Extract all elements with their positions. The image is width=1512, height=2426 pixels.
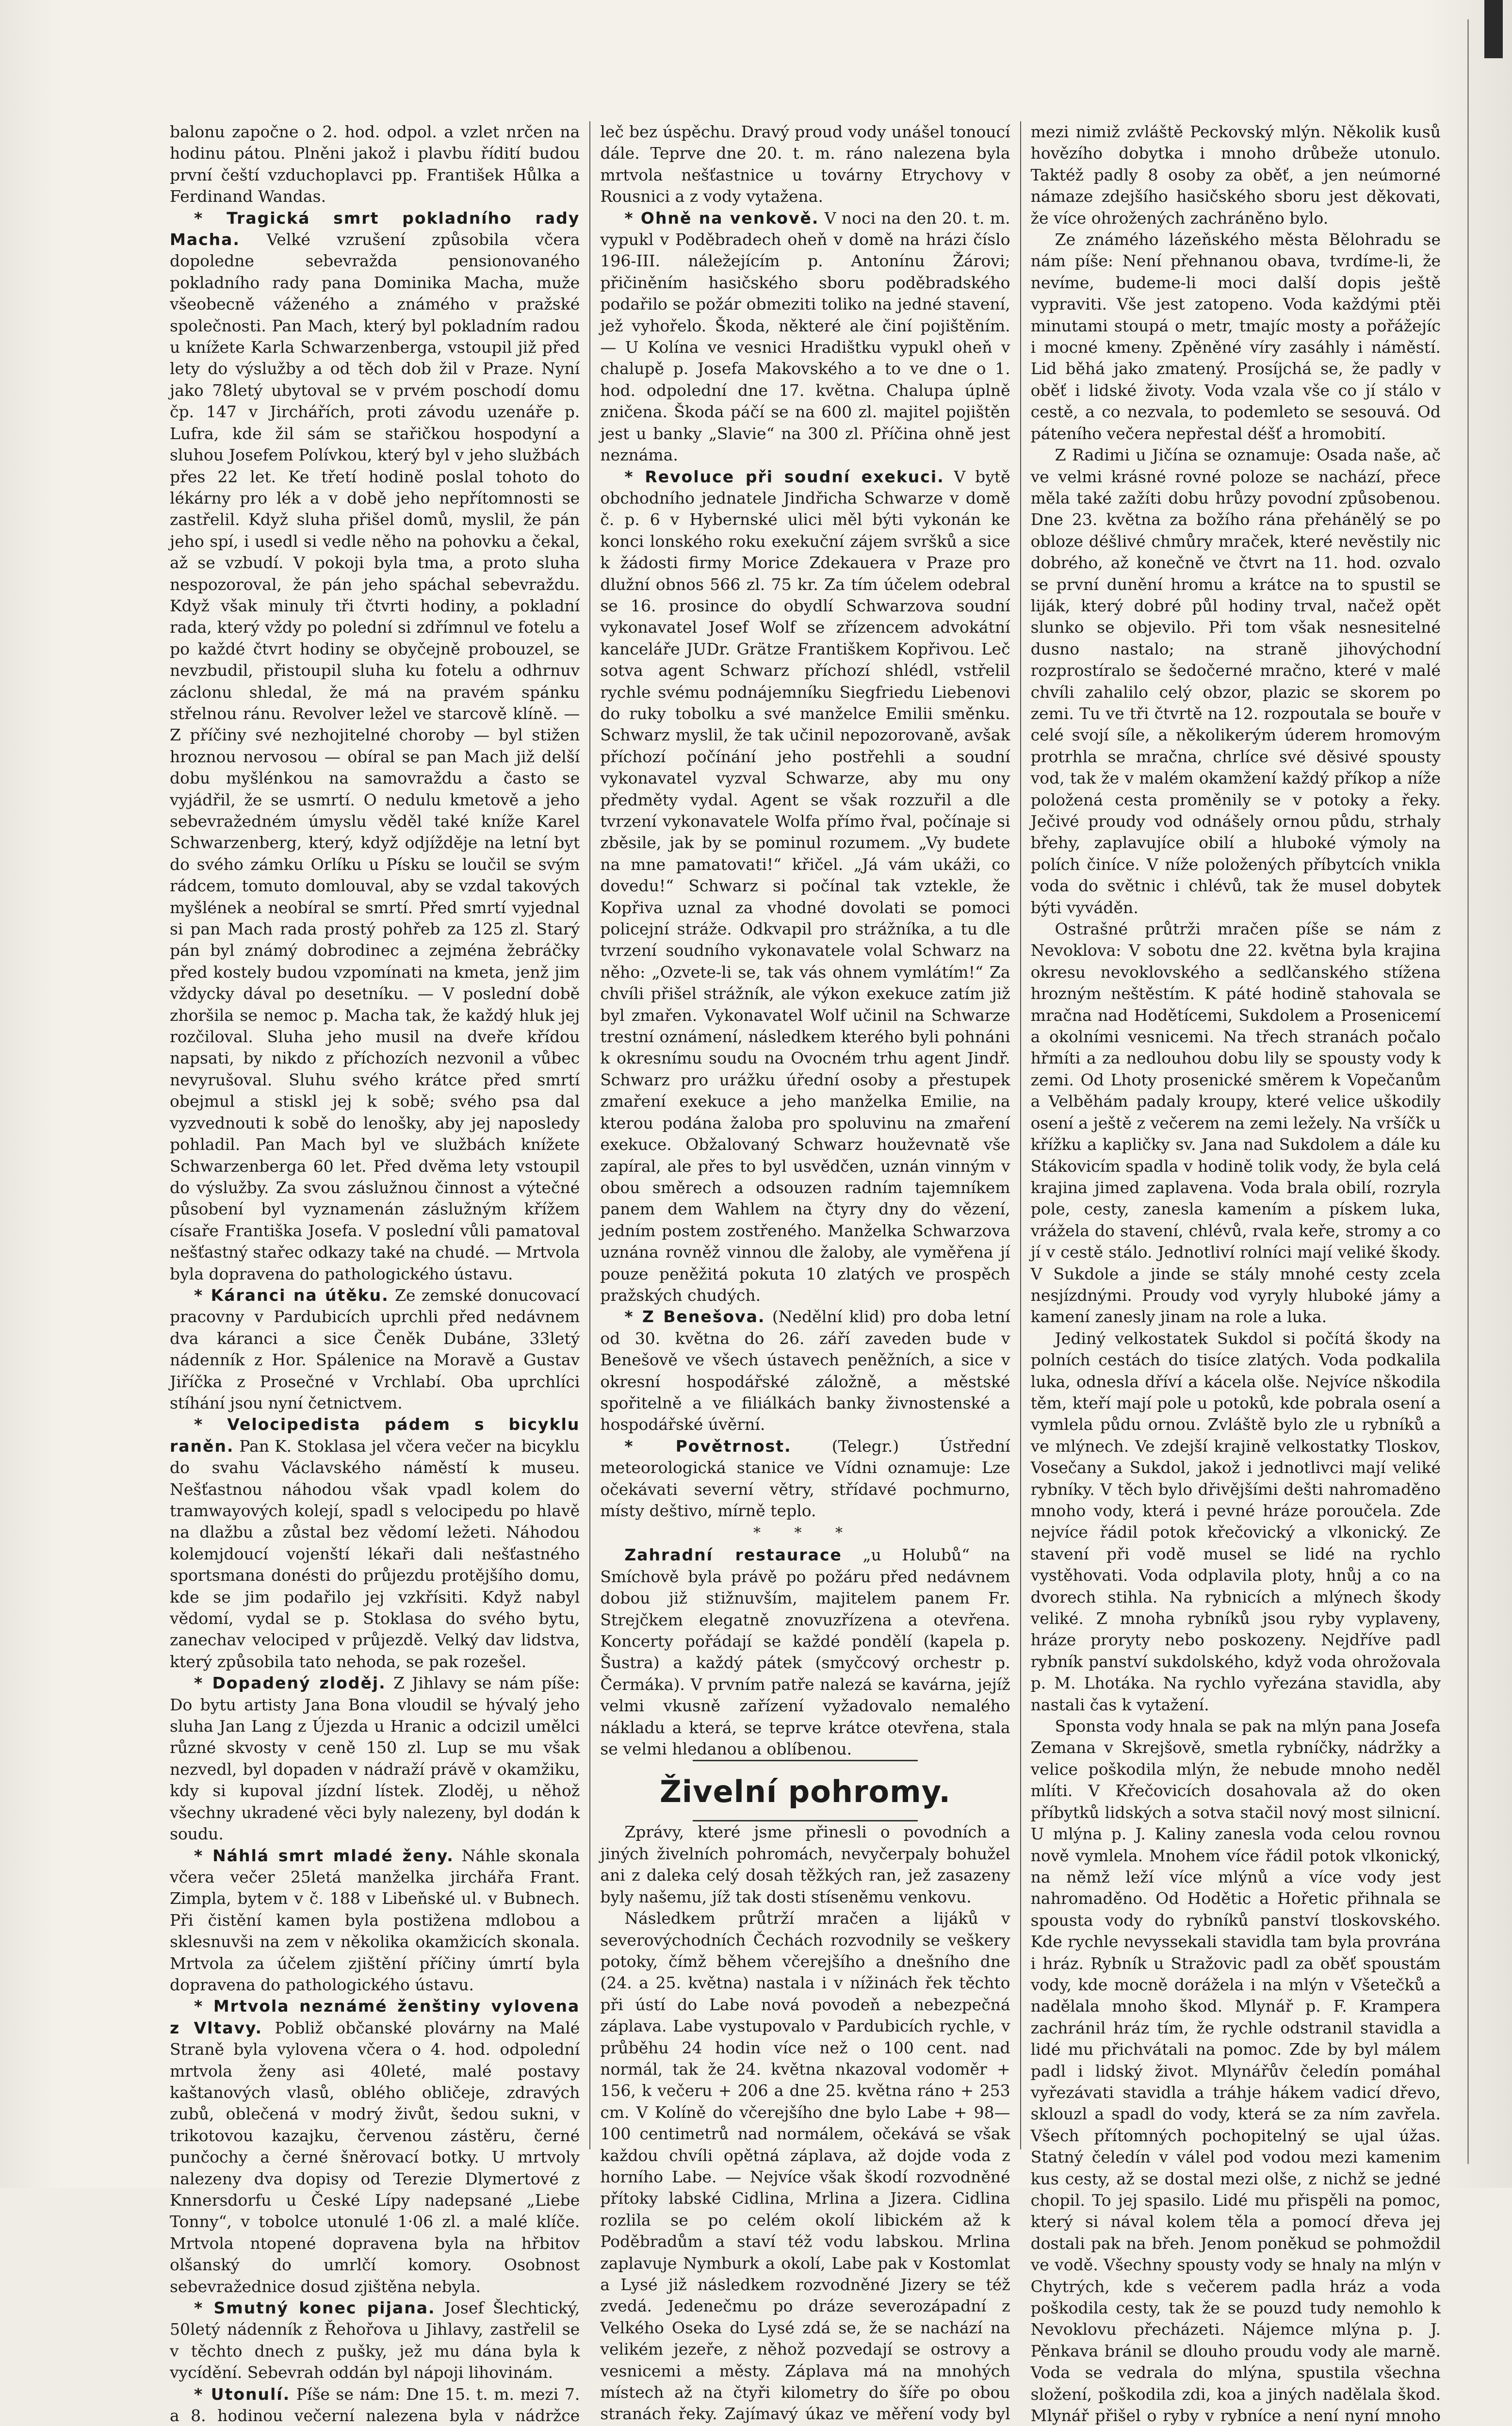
article-headline: * Smutný konec pijana. <box>194 2298 436 2318</box>
article-headline: * Náhlá smrt mladé ženy. <box>194 1846 454 1865</box>
article-paragraph: Ze známého lázeňského města Bělohradu se nám píše: Není přehnanou obava, tvrdíme-li, že nevíme, budeme-li moci další dopis ještě vypraviti. Vše jest zatopeno. Voda každými ptěi minutami stoupá o metr, tmajíc mosty a pořážejíc i mocné kmeny. Zpěněné víry zasáhly i náměstí. Lid běhá jako zmatený. Prosíjchá se, že padly v oběť i lidské životy. Voda vzala vše co jí stálo v cestě, a co nezvala, to podemleto se sesouvá. Od páteního večera nepřestal déšť a hromobití. <box>1030 230 1441 443</box>
article-headline: * Povětrnost. <box>624 1436 792 1456</box>
article-paragraph: leč bez úspěchu. Dravý proud vody unášel tonoucí dále. Teprve dne 20. t. m. ráno nalezena byla mrtvola nešťastnice u továrny Etrychovy v Rousnici a z vody vytažena. <box>600 122 1010 206</box>
article-paragraph <box>170 2297 580 2384</box>
article-headline: * Velocipedista pádem s bicyklu raněn. <box>170 1415 580 1456</box>
advertisement-body: „u Holubů“ na Smíchově byla právě po požáru před nedávnem dobou již stižnuvším, majitelem panem Fr. Strejčkem elegatně znovuzřízena a otevřena. Koncerty pořádají se každé pondělí (kapela p. Šustra) a každý pátek (smyčcový orchestr p. Čermáka). V prvním patře nalezá se kavárna, jejíž velmi vkusně zařízení vyžadovalo nemalého nákladu a která, se teprve krátce otevřena, stala se velmi hledanou a oblíbenou. <box>600 1545 1010 1759</box>
article-body: V noci na den 20. t. m. vypukl v Poděbradech oheň v domě na hrázi číslo 196-III. náležejícím p. Antonínu Žárovi; přičiněním hasičského sboru poděbradského podařilo se požár obmeziti toliko na jedné stavení, jež vyhořelo. Škoda, některé ale činí pojištěním. — U Kolína ve vesnici Hradištku vypukl oheň v chalupě p. Josefa Makovského a to ve dne o 1. hod. odpolední dne 17. května. Chalupa úplně zničena. Škoda páčí se na 600 zl. majitel pojištěn jest u banky „Slavie“ na 300 zl. Příčina ohně jest neznáma. <box>600 208 1010 465</box>
article-body: V bytě obchodního jednatele Jindřicha Schwarze v domě č. p. 6 v Hybernské ulici měl býti vykonán ke konci lonského roku exekuční zájem svršků a sice k žádosti firmy Morice Zdekauera v Praze pro dlužní obnos 566 zl. 75 kr. Za tím účelem odebral se 16. prosince do obydlí Schwarzova soudní vykonavatel Josef Wolf se zřízencem advokátní kanceláře JUDr. Grätze Františkem Kopřivou. Leč sotva agent Schwarz příchozí shlédl, vstřelil rychle svému podnájemníku Siegfriedu Liebenovi do ruky tobolku a své manželce Emilii směnku. Schwarz myslil, že tak učinil nepozorovaně, avšak příchozí počínání jeho postřehli a soudní vykonavatel vyzval Schwarze, aby mu ony předměty vydal. Agent se však rozzuřil a dle tvrzení vykonavatele Wolfa přímo řval, počínaje si zběsile, jak by se pominul rozumem. „Vy budete na mne pamatovati!“ křičel. „Já vám ukáži, co dovedu!“ Schwarz si počínal tak vztekle, že Kopřiva uznal za vhodné dovolati se pomoci policejní stráže. Odkvapil pro strážníka, a tu dle tvrzení soudního vykonavatele volal Schwarz na něho: „Ozvete-li se, tak vás ohnem vymlátím!“ Za chvíli přišel strážník, ale výkon exekuce zatím již byl zmařen. Vykonavatel Wolf učinil na Schwarze trestní oznámení, následkem kterého byli pohnáni k okresnímu soudu na Ovocném trhu agent Jindř. Schwarz pro urážku úřední osoby a přestupek zmaření exekuce a jeho manželka Emilie, na kterou podána žaloba pro spoluvinu na zmaření exekuce. Obžalovaný Schwarz houževnatě vše zapíral, ale přes to byl usvědčen, uznán vinným v obou směrech a odsouzen radním tajemníkem panem dem Wahlem na čtyry dny do vězení, jedním postem zostřeného. Manželka Schwarzova uznána rovněž vinnou dle žaloby, ale vyměřena jí pouze peněžitá pokuta 10 zlatých ve prospěch pražských chudých. <box>600 467 1010 1305</box>
article-paragraph: Ostrašné průtrži mračen píše se nám z Nevoklova: V sobotu dne 22. května byla krajina okresu nevoklovského a sedlčanského stížena hrozným neštěstím. K páté hodině stahovala se mračna nad Hodětícemi, Sukdolem a Prosenicemí a okolními vesnicemi. Na třech stranách počalo hřmíti a za nedlouhou dobu lily se spousty vody k zemi. Od Lhoty prosenické směrem k Vopečanům a Velběhám padaly kroupy, které velice uškodily osení a ještě z večerem na zemi ležely. Na vršíčk u křížku a kapličky sv. Jana nad Sukdolem a dále ku Stákovicím spadla v hodině tolik vody, že byla celá krajina jimed zaplavena. Voda brala obilí, rozryla pole, cesty, zanesla kamením a pískem luka, vrážela do stavení, chlévů, rvala keře, stromy a co jí v cestě stálo. Jednotliví rolníci mají veliké škody. V Sukdole a jinde se stály mnohé cesty zcela nesjízdnými. Proudy vod vyryly hluboké jámy a kamení zanesly jinam na role a luka. <box>1030 919 1441 1327</box>
article-paragraph <box>170 1996 580 2297</box>
article-paragraph <box>170 208 580 1285</box>
article-paragraph <box>600 208 1010 466</box>
column-1 <box>170 121 580 2426</box>
article-paragraph: Sponsta vody hnala se pak na mlýn pana Josefa Zemana v Skrejšově, smetla rybníčky, nádržky a velice poškodila mlýn, že nebude mnoho neděl mlíti. V Křečovicích dosahovala až do oken příbytků lidských a sotva stačil nový most silnicní. U mlýna p. J. Kaliny zanesla voda celou rovnou nově vymlela. Mnohem více řádil potok vlkonický, na němž leží více mlýnů a více vody jest nahromaděno. Od Hodětic a Hořetic přihnala se spousta vody do rybníků panství tloskovského. Kde rychle nevyssekali stavidla tam byla provrána i hráz. Rybník u Stražovic padl za oběť spoustám vody, kde mocně dorážela i na mlýn v Všetečků a nadělala mnoho škod. Mlynář p. F. Krampera zachránil hráz tím, že rychle odstranil stavidla a lidé mu přichvátali na pomoc. Zde by byl málem padl i lidský život. Mlynářův čeledín pomáhal vyřezávati stavidla a tráhje hákem vadicí dřevo, sklouzl a spadl do vody, která se za ním zavřela. Všech přítomných pochopitelný se ujal úžas. Statný čeledín v válel pod vodou mezi kamenim kus cesty, až se dostal mezi olše, z nichž se jedné chopil. To jej spasilo. Lidé mu přispěli na pomoc, který si nával kolem těla a pomocí dřeva jej dostali pak na břeh. Jenom poněkud se pohmoždil ve vodě. Všechny spousty vody se hnaly na mlýn v Chytrých, kde s večerem padla hráz a voda poškodila cesty, tak že se pouzd tudy nemohlo k Nevoklovu přecházeti. Nájemce mlýna p. J. Pěnkava bránil se dlouho proudu vody ale marně. Voda se vedrala do mlýna, spustila všechna složení, poškodila zdi, koa a jiných nadělala škod. Mlynář přišel o ryby v rybníce a není nyní mnoho <box>1030 1717 1441 2426</box>
article-paragraph: mezi nimiž zvláště Peckovský mlýn. Několik kusů hovězího dobytka i mnoho drůbeže utonulo. Taktéž padly 8 osoby za oběť, a jen neúmorné námaze zdejšího hasičského sboru jest děkovati, že více ohrožených zachráněno bylo. <box>1030 122 1441 228</box>
article-headline: * Dopadený zloděj. <box>194 1673 386 1693</box>
article-paragraph <box>600 1436 1010 1522</box>
article-headline: * Káranci na útěku. <box>194 1285 389 1305</box>
page-corner-mark <box>1484 0 1503 58</box>
article-paragraph <box>170 1845 580 1996</box>
article-paragraph: Následkem průtrží mračen a lijáků v severovýchodních Čechách rozvodnily se veškery potoky, čímž během včerejšího a dnešního dne (24. a 25. května) nastala i v nížinách řek těchto při ústí do Labe nová povodeň a nebezpečná záplava. Labe vystupovalo v Pardubicích rychle, v průběhu 24 hodin více než o 100 cent. nad normál, tak že 24. května nkazoval vodoměr + 156, k večeru + 206 a dne 25. května ráno + 253 cm. V Kolíně do včerejšího dne bylo Labe + 98—100 centimetrů nad normálem, očekává se však každou chvíli opětná záplava, až dojde voda z horního Labe. — Nejvíce však škodí rozvodněné přítoky labské Cidlina, Mrlina a Jizera. Cidlina rozlila se po celém okolí libickém až k Poděbradům a staví též vodu labskou. Mrlina zaplavuje Nymburk a okolí, Labe pak v Kostomlat a Lysé již následkem rozvodněné Jizery se též zvedá. Jedenečmu po dráze severozápadní z Velkého Oseka do Lysé zdá se, že se nachází na velikém jezeře, z něhož pozvedají se ostrovy a vesnicemi a městy. Záplava má na mnohých místech až na čtyři kilometry do šíře po obou stranách řeky. Zajímavý úkaz ve měření vody byl <box>600 1909 1010 2424</box>
article-paragraph: Jediný velkostatek Sukdol si počítá škody na polních cestách do tisíce zlatých. Voda podkalila luka, odnesla dříví a kácela olše. Nejvíce nškodila těm, kteří mají pole u potoků, kde pobrala osení a vymlela půdu ornou. Zvláště bylo zle u rybníků a ve mlýnech. Ve zdejší krajině velkostatky Tloskov, Vosečany a Sukdol, jakož i jednotlivci mají veliké rybníky. V těch bylo dřivějšími dešti nahromaděno mnoho vody, která i pevné hráze poroučela. Zde nejvíce řádil potok křečovický a vlkonický. Ze stavení při vodě musel se lidé na rychlo vystěhovati. Voda odplavila ploty, hnůj a co na dvorech stihla. Na rybnicích a mlýnech škody veliké. Z mnoha rybníků jsou ryby vyplaveny, hráze proryty nebo poskozeny. Nejdříve padl rybník panství sukdolského, když voda ohrožovala p. M. Lhotáka. Na rychlo vyřezána stavidla, aby nastali čas k vytažení. <box>1030 1328 1441 1714</box>
article-paragraph: balonu započne o 2. hod. odpol. a vzlet nrčen na hodinu pátou. Plněni jakož i plavbu řídití budou první čeští vzduchoplavci pp. František Hůlka a Ferdinand Wandas. <box>170 122 580 206</box>
article-body: (Nedělní klid) pro doba letní od 30. května do 26. září zaveden bude v Benešově ve všech ústavech peněžních, a sice v okresní hospodářské záložně, a městské spořitelně a ve filiálkách banky živnostenské a hospodářské úvěrní. <box>600 1307 1010 1434</box>
article-paragraph <box>170 2384 580 2426</box>
article-body: Josef Šlechtický, 50letý nádenník z Řehořova u Jihlavy, zastřelil se v těchto dnech z pušky, jež mu dána byla k vycídění. Sebevrah oddán byl nápoji lihovinám. <box>170 2298 580 2382</box>
column-2 <box>600 121 1010 2424</box>
section-title: Živelní pohromy. <box>659 1774 951 1810</box>
article-headline: * Utonulí. <box>194 2384 291 2404</box>
article-columns <box>170 121 1441 2426</box>
article-paragraph <box>600 1306 1010 1435</box>
article-headline: * Mrtvola neznámé ženštiny vylovena z Vltavy. <box>170 1997 580 2037</box>
article-body: Pan K. Stoklasa jel včera večer na bicyklu do svahu Václavského náměstí k museu. Nešťastnou náhodou však vpadl kolem do tramwayových kolejí, spadl s velocipedu po hlavě na dlažbu a zůstal bez vědomí ležeti. Náhodou kolemjdoucí vojenští lékaři dali nešťastného sportsmana donésti do průjezdu protějšího domu, kde se jim podařilo jej vzkřísiti. Když nabyl vědomí, vydal se p. Stoklasa do svého bytu, zanechav velociped v průjezdě. Velký dav lidstva, který způsobila tato nehoda, se pak rozešel. <box>170 1436 580 1671</box>
article-paragraph <box>170 1285 580 1414</box>
article-body: Píše se nám: Dne 15. t. m. mezi 7. a 8. hodinou večerní nalezena byla v nádržce <box>170 2384 580 2426</box>
article-body: Ze zemské donucovací pracovny v Pardubicích uprchli před nedávnem dva káranci a sice Čeněk Dubáne, 33letý nádenník z Hor. Spálenice na Moravě a Gustav Jiříčka z Prosečné v Vrchlabí. Oba uprchlíci stíhání jsou nyní četnictvem. <box>170 1285 580 1412</box>
article-headline: * Ohně na venkově. <box>624 208 819 228</box>
article-body: Pobliž občanské plovárny na Malé Straně byla vylovena včera o 4. hod. odpolední mrtvola ženy asi 40leté, malé postavy kaštanových vlasů, oblého obličeje, zdravých zubů, oblečená v modrý živůt, šedou sukni, v trikotovou kazajku, červenou zástěru, černé punčochy a černé šněrovací botky. U mrtvoly nalezeny dva dopisy od Terezie Dlymertové z Knnersdorfu u České Lípy nadepsané „Liebe Tonny“, v tobolce utonulé 1·06 zl. a malé klíče. Mrtvola ntopené dopravena byla na hřbitov olšanský do umrlčí komory. Osobnost sebevražednice dosud zjištěna nebyla. <box>170 2018 580 2296</box>
article-body: Náhle skonala včera večer 25letá manželka jirchářa Frant. Zimpla, bytem v č. 188 v Libeňské ul. v Bubnech. Při čistění kamen byla postižena mdlobou a sklesnuvši na zem v několika okamžicích skonala. Mrtvola za účelem zjištění příčiny úmrtí byla dopravena do pathologického ústavu. <box>170 1846 580 1994</box>
section-rule <box>693 1760 918 1761</box>
article-paragraph <box>170 1672 580 1845</box>
article-body: Z Jihlavy se nám píše: Do bytu artisty Jana Bona vloudil se hývalý jeho sluha Jan Lang z Újezda u Hranic a odcizil umělci různé skvosty v ceně 150 zl. Lup se mu však nezvedl, byl dopaden v nádraží právě v okamžiku, kdy si kupoval jízdní lístek. Zloděj, u něhož všechny ukradené věci byly nalezeny, byl dodán k soudu. <box>170 1673 580 1844</box>
article-headline: * Z Benešova. <box>624 1307 765 1327</box>
article-paragraph: Z Radimi u Jičína se oznamuje: Osada naše, ač ve velmi krásné rovné poloze se nachází, přece měla také zažíti dobu hrůzy povodní způsobenou. Dne 23. května za božího rána přehánělý se po obloze déšlivé chmůry mraček, které nevěstily nic dobrého, až konečně ve čtvrt na 11. hod. ozvalo se první dunění hromu a krátce na to spustil se liják, který dobré půl hodiny trval, načež opět slunko se objevilo. Při tom však nesnesitelné dusno nastalo; na straně jihovýchodní rozprostíralo se šedočerné mračno, které v malé chvíli zahalilo celý obzor, plazic se skorem po zemi. Tu ve tři čtvrtě na 12. rozpoutala se bouře v celé svojí síle, a několikerým úderem hromovým protrhla se mračna, chrlíce své děsivé spousty vod, tak že v malém okamžení každý příkop a níže položená cesta proměnily se v potoky a řeky. Ječivé proudy vod odnášely ornou půdu, strhaly břehy, zaplavujíce obilí a hluboké výmoly na polích činíce. V níže položených příbytcích vnikla voda do světnic i chlévů, tak že musel dobytek býti vyváděn. <box>1030 445 1441 917</box>
article-paragraph <box>600 466 1010 1307</box>
article-body: (Telegr.) Ústřední meteorologická stanice ve Vídni oznamuje: Lze očekávati severní větry, střídavé pochmurno, místy deštivo, mírně teplo. <box>600 1436 1010 1520</box>
section-separator: * * * <box>753 1524 858 1542</box>
article-paragraph <box>170 1414 580 1672</box>
article-headline: * Revoluce při soudní exekuci. <box>624 467 944 486</box>
article-headline: * Tragická smrt pokladního rady Macha. <box>170 208 580 249</box>
advertisement-headline: Zahradní restaurace <box>624 1545 842 1565</box>
article-paragraph: Zprávy, které jsme přinesli o povodních a jiných živelních pohromách, nevyčerpaly bohužel ani z daleka celý dosah těžkých ran, jež zasazeny byly našemu, jíž tak dosti stíseněmu venkovu. <box>600 1822 1010 1906</box>
article-body: Velké vzrušení způsobila včera dopoledne sebevražda pensionovaného pokladního rady pana Dominika Macha, muže všeobecně váženého a známého v pražské společnosti. Pan Mach, který byl pokladním radou u knížete Karla Schwarzenberga, vstoupil již před lety do výslužby a od těch dob žil v Praze. Nyní jako 78letý ubytoval se v prvém poschodí domu čp. 147 v Jirchářích, proti závodu uzenáře p. Lufra, kde žil sám se stařičkou hospodyní a sluhou Josefem Polívkou, který byl v jeho službách přes 22 let. Ke třetí hodině poslal tohoto do lékárny pro lék a v době jeho nepřítomnosti se zastřelil. Když sluha přišel domů, myslil, že pán jeho spí, i usedl si vedle něho na pohovku a čekal, až se vzbudí. V pokoji byla tma, a proto sluha nespozoroval, že pán jeho spáchal sebevraždu. Když však minuly tři čtvrti hodiny, a pokladní rada, který vždy po polední si zdřímnul ve fotelu a po každé čtvrt hodiny se obyčejně probouzel, se nevzbudil, přistoupil sluha ku fotelu a odhrnuv záclonu shledal, že má na pravém spánku střelnou ránu. Revolver ležel ve starcově klíně. — Z příčiny své nezhojitelné choroby — byl stižen hroznou nervosou — obíral se pan Mach již delší dobu myšlénkou na samovraždu a často se vyjádřil, že se usmrtí. O nedulu kmetově a jeho sebevražedném úmyslu věděl také kníže Karel Schwarzenberg, který, když odjížděje na letní byt do svého zámku Orlíku u Písku se loučil se svým rádcem, tomuto domlouval, aby se vzdal takových myšlének a neobíral se smrtí. Před smrtí vyjednal si pan Mach rada prostý pohřeb za 125 zl. Starý pán byl známý dobrodinec a zejména žebráčky před kostely budou vzpomínati na kmeta, jenž jim vždycky dával po desetníku. — V poslední době zhoršila se nemoc p. Macha tak, že každý hluk jej rozčiloval. Sluha jeho musil na dveře křídou napsati, by nikdo z příchozích nezvonil a vůbec nevyrušoval. Sluhu svého krátce před smrtí obejmul a stiskl jej k sobě; svého psa dal vyzvednouti k sobě do lenošky, aby jej naposledy pohladil. Pan Mach byl ve službách knížete Schwarzenberga 60 let. Před dvěma lety vstoupil do výslužby. Za svou záslužnou činnost a výtečné působení byl vyznamenán záslužným křížem císaře Františka Josefa. V poslední vůli pamatoval nešťastný stařec odkazy také na chudé. — Mrtvola byla dopravena do pathologického ústavu. <box>170 230 580 1283</box>
page-margin-rule <box>1467 19 1469 2164</box>
column-3 <box>1030 121 1441 2426</box>
advertisement-paragraph <box>600 1544 1010 1760</box>
